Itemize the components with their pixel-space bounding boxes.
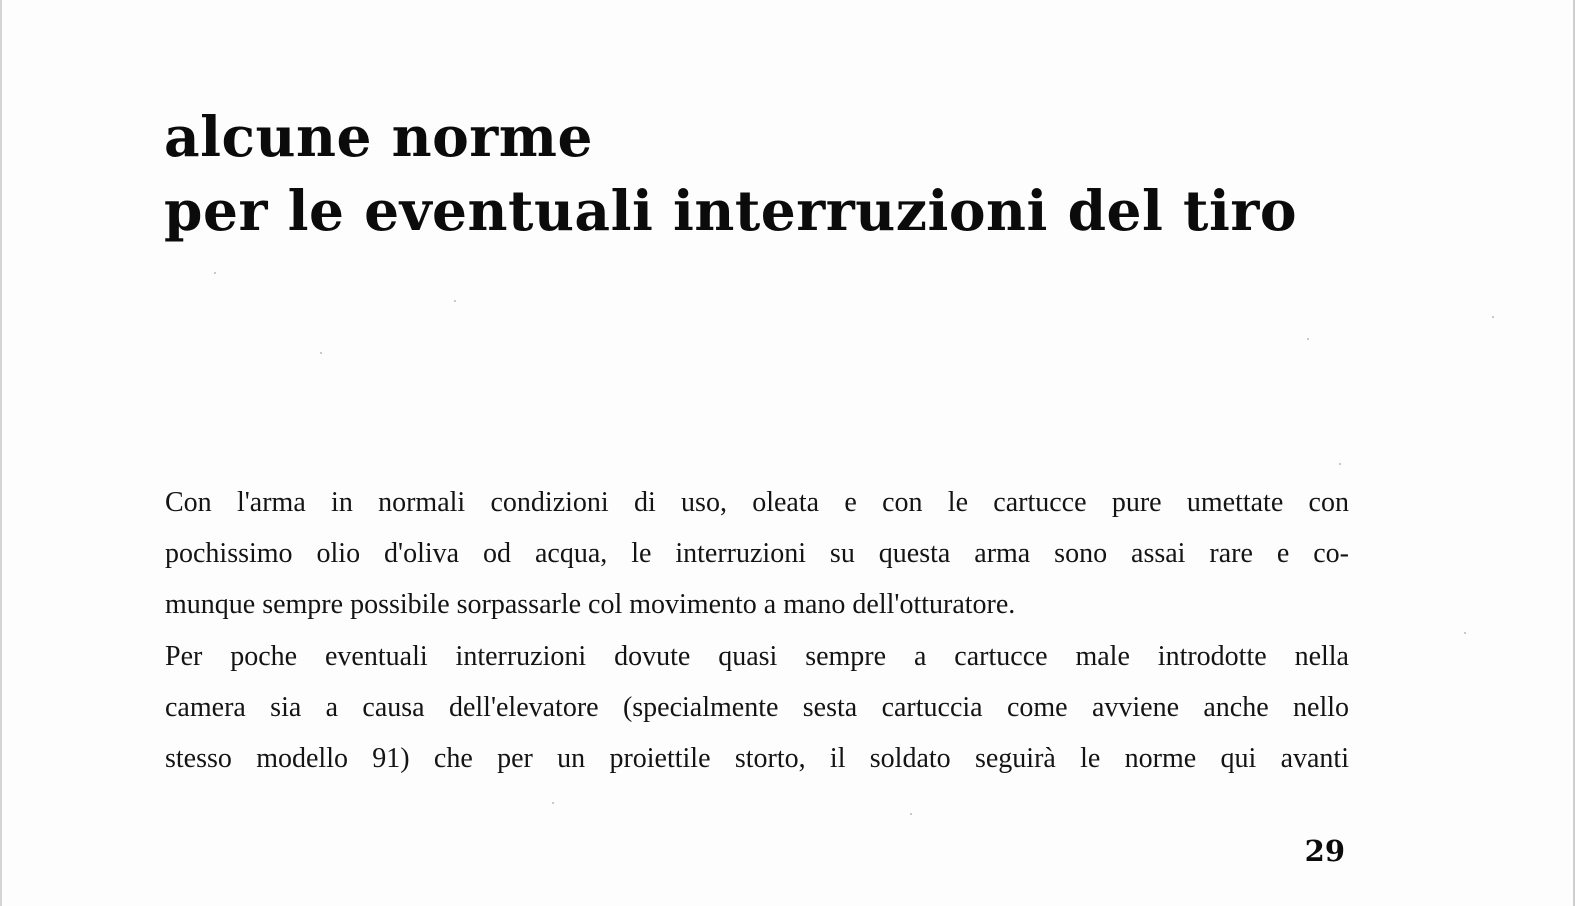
body-line: stesso modello 91) che per un proiettile storto, il soldato seguirà le norme qui avanti bbox=[165, 743, 1349, 775]
body-line: camera sia a causa dell'elevatore (specialmente sesta cartuccia come avviene anche nello bbox=[165, 691, 1349, 723]
heading-line-2: per le eventuali interruzioni del tiro bbox=[164, 178, 1298, 243]
body-line: Per poche eventuali interruzioni dovute quasi sempre a cartucce male introdotte nella bbox=[165, 640, 1349, 672]
paper-speck bbox=[1464, 632, 1466, 634]
body-line: munque sempre possibile sorpassarle col movimento a mano dell'otturatore. bbox=[165, 589, 1016, 621]
paper-speck bbox=[1339, 463, 1341, 465]
heading-line-1: alcune norme bbox=[164, 104, 593, 169]
paper-speck bbox=[910, 813, 912, 815]
paper-speck bbox=[454, 300, 456, 302]
paper-speck bbox=[1307, 338, 1309, 340]
page-number: 29 bbox=[1304, 834, 1345, 868]
paper-speck bbox=[1492, 316, 1494, 318]
paper-speck bbox=[320, 352, 322, 354]
page-heading bbox=[164, 100, 1297, 248]
body-line: pochissimo olio d'oliva od acqua, le interruzioni su questa arma sono assai rare e co- bbox=[165, 538, 1349, 570]
body-paragraph bbox=[165, 477, 1349, 784]
paper-speck bbox=[214, 272, 216, 274]
body-line: Con l'arma in normali condizioni di uso, oleata e con le cartucce pure umettate con bbox=[165, 487, 1349, 518]
paper-speck bbox=[552, 802, 554, 804]
